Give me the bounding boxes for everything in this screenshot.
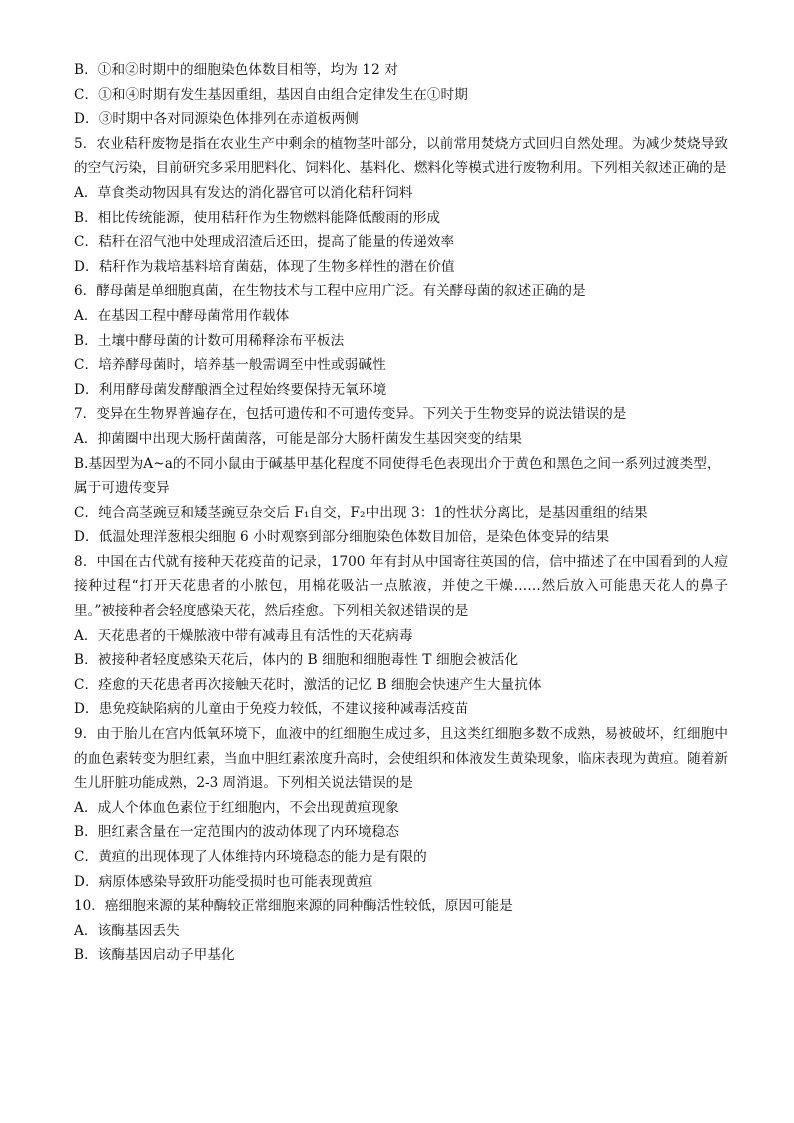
option-d: D．秸秆作为栽培基料培育菌菇，体现了生物多样性的潜在价值: [74, 258, 455, 275]
question-5: [74, 132, 728, 280]
option-b: B．被接种者轻度感染天花后，体内的 B 细胞和细胞毒性 T 细胞会被活化: [74, 652, 519, 669]
option-a: A．抑菌圈中出现大肠杆菌菌落，可能是部分大肠杆菌发生基因突变的结果: [74, 430, 523, 447]
question-10: [74, 894, 728, 968]
option-d: D．低温处理洋葱根尖细胞 6 小时观察到部分细胞染色体数目加倍，是染色体变异的结果: [74, 529, 610, 546]
question-8: [74, 550, 728, 722]
option-c: C．秸秆在沼气池中处理成沼渣后还田，提高了能量的传递效率: [74, 234, 455, 251]
option-a: A．成人个体血色素位于红细胞内，不会出现黄疸现象: [74, 799, 399, 816]
exam-content: [74, 58, 728, 968]
option-a: A．草食类动物因具有发达的消化器官可以消化秸秆饲料: [74, 184, 413, 201]
option-b: B.基因型为A~a的不同小鼠由于碱基甲基化程度不同使得毛色表现出介于黄色和黑色之间一系列过渡类型，属于可遗传变异: [74, 455, 721, 497]
option-c: C．培养酵母菌时，培养基一般需调至中性或弱碱性: [74, 357, 386, 374]
question-stem: 8．中国在古代就有接种天花疫苗的记录，1700 年有封从中国寄往英国的信，信中描述了在中国看到的人痘接种过程“打开天花患者的小脓包，用棉花吸沾一点脓液，并使之干燥……然后放入可能患天花人的鼻子里。”被接种者会轻度感染天花，然后痊愈。下列相关叙述错误的是: [74, 553, 728, 620]
option-b: B．①和②时期中的细胞染色体数目相等，均为 12 对: [74, 62, 398, 78]
option-b: B．该酶基因启动子甲基化: [74, 947, 235, 964]
option-d: D．病原体感染导致肝功能受损时也可能表现黄疸: [74, 873, 373, 890]
option-c: C．①和④时期有发生基因重组，基因自由组合定律发生在①时期: [74, 86, 468, 103]
question-stem: 7．变异在生物界普遍存在，包括可遗传和不可遗传变异。下列关于生物变异的说法错误的是: [74, 406, 627, 423]
option-a: A．在基因工程中酵母菌常用作载体: [74, 307, 290, 324]
option-d: D．利用酵母菌发酵酿酒全过程始终要保持无氧环境: [74, 381, 387, 398]
question-stem: 6．酵母菌是单细胞真菌，在生物技术与工程中应用广泛。有关酵母菌的叙述正确的是: [74, 283, 586, 300]
question-stem: 10．癌细胞来源的某种酶较正常细胞来源的同种酶活性较低，原因可能是: [74, 898, 513, 915]
question-7: [74, 402, 728, 550]
question-stem: 9．由于胎儿在宫内低氧环境下，血液中的红细胞生成过多，且这类红细胞多数不成熟，易被破坏，红细胞中的血色素转变为胆红素，当血中胆红素浓度升高时，会使组织和体液发生黄染现象，临床表现为黄疸。随着新生儿肝脏功能成熟，2-3 周消退。下列相关说法错误的是: [74, 726, 728, 792]
option-c: C．纯合高茎豌豆和矮茎豌豆杂交后 F₁自交，F₂中出现 3：1的性状分离比，是基因重组的结果: [74, 504, 648, 521]
option-b: B．相比传统能源，使用秸秆作为生物燃料能降低酸雨的形成: [74, 209, 441, 226]
question-stem: 5．农业秸秆废物是指在农业生产中剩余的植物茎叶部分，以前常用焚烧方式回归自然处理。为减少焚烧导致的空气污染，目前研究多采用肥料化、饲料化、基料化、燃料化等模式进行废物利用。下列相关叙述正确的是: [74, 135, 728, 177]
option-b: B．土壤中酵母菌的计数可用稀释涂布平板法: [74, 332, 345, 349]
option-c: C．黄疸的出现体现了人体维持内环境稳态的能力是有限的: [74, 849, 427, 865]
option-d: D．患免疫缺陷病的儿童由于免疫力较低，不建议接种减毒活疫苗: [74, 701, 469, 718]
question-6: [74, 279, 728, 402]
option-d: D．③时期中各对同源染色体排列在赤道板两侧: [74, 111, 359, 128]
option-c: C．痊愈的天花患者再次接触天花时，激活的记忆 B 细胞会快速产生大量抗体: [74, 676, 542, 693]
question-9: [74, 722, 728, 894]
option-a: A．该酶基因丢失: [74, 922, 180, 939]
option-b: B．胆红素含量在一定范围内的波动体现了内环境稳态: [74, 824, 400, 841]
previous-question-options: [74, 58, 728, 132]
option-a: A．天花患者的干燥脓液中带有减毒且有活性的天花病毒: [74, 627, 413, 644]
